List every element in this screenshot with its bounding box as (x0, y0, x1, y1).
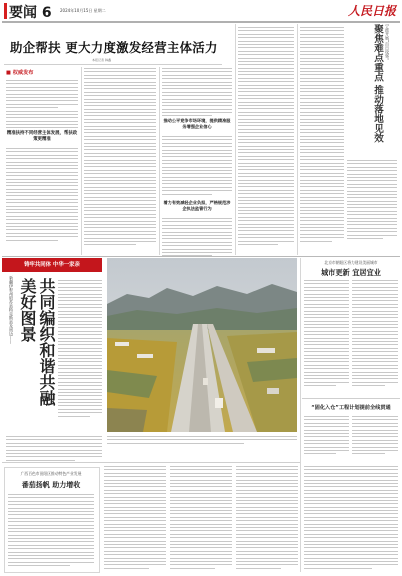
bottom-text-col-3 (236, 466, 298, 571)
header-rule (2, 21, 400, 23)
tag-icon: ■ (6, 70, 11, 76)
bottom-left-text (8, 494, 94, 569)
third-column-text-2 (162, 136, 232, 197)
feature-text-2 (6, 436, 102, 463)
bottom-right-text (304, 466, 398, 571)
feature-title: 共同编织和谐共融美好图景 (18, 278, 56, 406)
column-divider (81, 67, 82, 255)
right-mid-text-b (352, 280, 398, 389)
bottom-left-title: 番茄扬帆 助力增收 (21, 481, 81, 489)
feature-text (58, 280, 102, 419)
lead-byline: 本报记者 韩鑫 (92, 58, 111, 62)
right-mid-text-a (304, 280, 349, 389)
column-divider (159, 67, 160, 255)
page-number: 6 (41, 5, 52, 21)
bottom-left-kicker: 广西百色市田阳区推动特色产业发展 (20, 471, 82, 476)
right-top-kicker: 宁波开展“百日攻坚” (385, 24, 390, 61)
bottom-text-col-1 (104, 466, 166, 571)
bottom-text-col-2 (170, 466, 232, 571)
right-top-title: 聚焦难点重点 推动落地见效 (372, 24, 383, 143)
center-subhead-1: 推动公平竞争市场环境，提供精准服务增强企业信心 (163, 118, 231, 129)
feature-kicker: 新疆伊犁州昭苏县特克斯县及周边—— (9, 276, 14, 344)
section-rule (2, 462, 300, 463)
section-marker (4, 3, 7, 19)
left-column-text-2 (6, 148, 78, 243)
feature-band: 铸牢共同体 中华一家亲 (2, 258, 102, 272)
headline-rule (4, 64, 222, 65)
right-low-text-a (304, 416, 349, 457)
fourth-column-text (238, 27, 294, 247)
third-column-text (162, 68, 232, 119)
column-divider (300, 258, 301, 572)
right-mid-title: 城市更新 宜居宜业 (320, 268, 381, 277)
third-column-text-3 (162, 218, 232, 259)
right-top-text-2 (347, 160, 397, 241)
right-mid-kicker: 北京市朝阳区将力建设美丽城市 (324, 260, 378, 265)
section-title (9, 2, 52, 22)
center-subhead-2: 着力有效减轻企业负担，严格规范涉企执法监管行为 (163, 200, 231, 211)
right-low-text-b (352, 416, 398, 457)
second-column-text (84, 68, 156, 248)
section-rule (2, 256, 400, 257)
left-subhead: 精准扶持不同经营主体发展，帮扶政策更精准 (6, 131, 78, 142)
lead-headline: 助企帮扶 更大力度激发经营主体活力 (10, 40, 218, 55)
issue-date: 2024年10月15日 星期二 (60, 8, 106, 13)
right-top-text (300, 27, 344, 244)
column-divider (297, 24, 298, 255)
section-name: 要闻 (9, 5, 37, 21)
left-column-text (6, 80, 78, 131)
authority-tag-text: 权威发布 (12, 70, 34, 76)
article-divider (302, 398, 400, 399)
column-divider (235, 24, 236, 255)
authority-tag (6, 69, 33, 76)
feature-photo (107, 258, 297, 432)
highway-photo-image (107, 258, 297, 432)
newspaper-logo: 人民日报 (347, 4, 396, 18)
right-low-title: “固化入仓”工程计划提前全线贯通 (311, 405, 391, 411)
photo-caption (107, 436, 297, 446)
